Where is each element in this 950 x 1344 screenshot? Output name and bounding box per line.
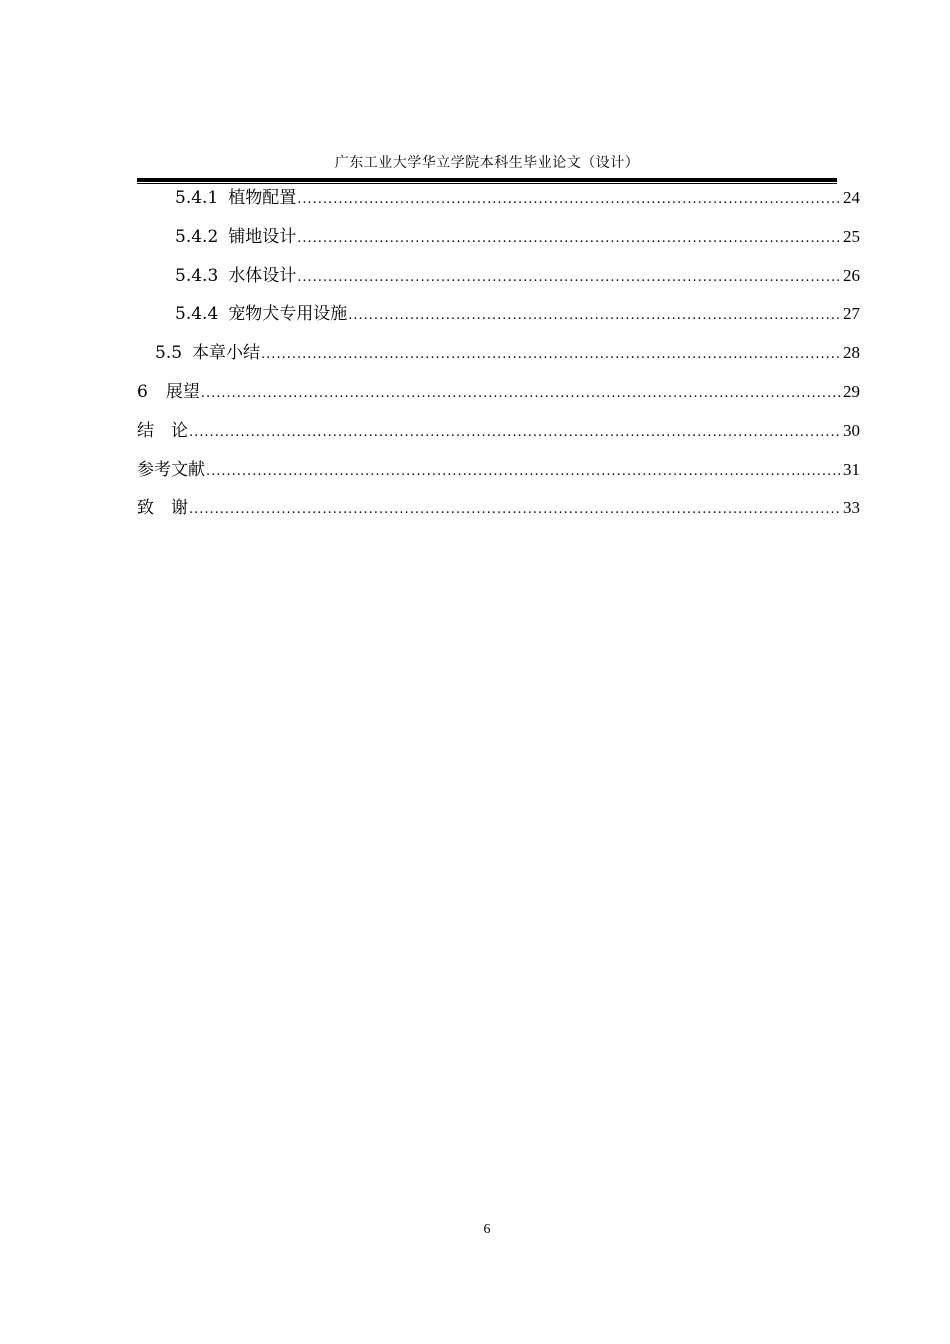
toc-entry-title: 植物配置 <box>228 188 297 208</box>
toc-entry-page: 24 <box>843 188 860 207</box>
header-rule-thick <box>137 178 837 182</box>
toc-entry-5-5[interactable] <box>137 339 860 378</box>
toc-dot-leader <box>189 419 842 447</box>
toc-dot-leader <box>297 225 842 253</box>
toc-entry-page: 28 <box>843 343 860 363</box>
toc-entry-number: 6 <box>137 381 148 402</box>
toc-entry-page: 30 <box>843 420 860 440</box>
toc-entry-title: 参考文献 <box>137 459 205 480</box>
toc-dot-leader <box>297 186 842 214</box>
toc-entry-title: 展望 <box>165 381 200 402</box>
toc-entry-5-4-2[interactable] <box>137 223 860 262</box>
toc-entry-5-4-4[interactable] <box>137 300 860 339</box>
toc-entry-6[interactable] <box>137 378 860 417</box>
toc-entry-number: 5.4.3 <box>175 265 219 286</box>
toc-entry-references[interactable] <box>137 456 860 495</box>
toc-entry-5-4-3[interactable] <box>137 262 860 301</box>
toc-entry-page: 29 <box>843 381 860 401</box>
toc-entry-number: 5.4.1 <box>175 188 219 208</box>
toc-entry-acknowledgements[interactable] <box>137 494 860 533</box>
toc-entry-page: 26 <box>843 265 860 285</box>
toc-entry-number: 5.4.2 <box>175 226 219 247</box>
toc-dot-leader <box>348 302 842 330</box>
toc-entry-conclusion[interactable] <box>137 417 860 456</box>
table-of-contents <box>137 184 860 533</box>
toc-entry-page: 27 <box>843 304 860 324</box>
toc-entry-title: 铺地设计 <box>228 226 297 247</box>
toc-dot-leader <box>201 380 842 408</box>
toc-entry-number: 5.5 <box>155 343 183 364</box>
running-header: 广东工业大学华立学院本科生毕业论文（设计） <box>334 155 640 171</box>
toc-dot-leader <box>297 264 842 292</box>
toc-dot-leader <box>261 341 842 369</box>
toc-entry-title: 宠物犬专用设施 <box>228 304 348 325</box>
toc-entry-title: 致 谢 <box>137 498 188 519</box>
page-number: 6 <box>483 1222 491 1237</box>
toc-dot-leader <box>189 496 842 524</box>
toc-entry-title: 结 论 <box>137 420 188 441</box>
toc-entry-number: 5.4.4 <box>175 304 219 325</box>
toc-entry-page: 25 <box>843 226 860 246</box>
toc-entry-page: 33 <box>843 498 860 518</box>
toc-entry-5-4-1[interactable] <box>137 184 860 223</box>
toc-entry-page: 31 <box>843 459 860 479</box>
toc-entry-title: 本章小结 <box>192 343 261 364</box>
toc-dot-leader <box>206 458 842 486</box>
toc-entry-title: 水体设计 <box>228 265 297 286</box>
